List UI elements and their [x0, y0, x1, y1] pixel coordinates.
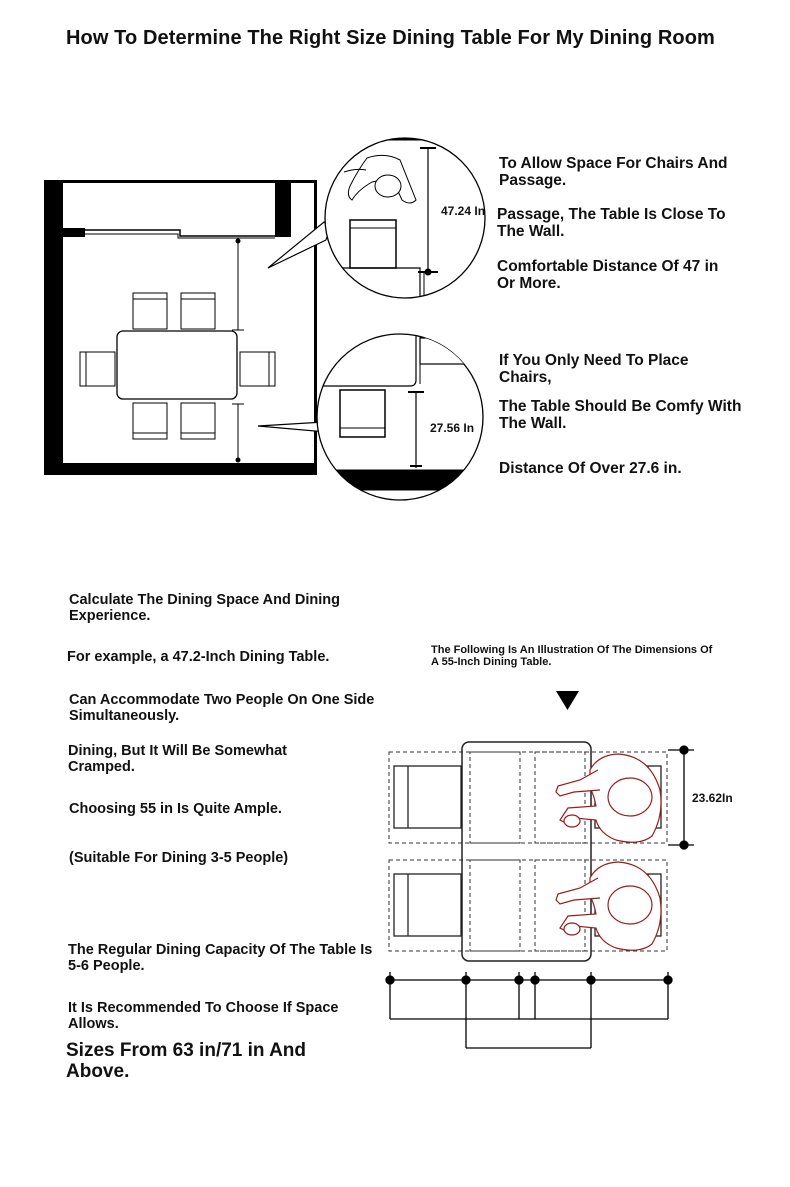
bottom-text-7: The Regular Dining Capacity Of The Table Is 5-6 People. — [68, 942, 373, 974]
upper-dimension-label: 47.24 In — [441, 204, 486, 218]
bottom-text-4: Dining, But It Will Be Somewhat Cramped. — [68, 743, 287, 775]
lower-note-1: If You Only Need To Place Chairs, — [499, 352, 689, 386]
upper-note-2: Passage, The Table Is Close To The Wall. — [497, 206, 726, 240]
bottom-text-5: Choosing 55 in Is Quite Ample. — [69, 801, 282, 817]
dining-table — [117, 331, 237, 399]
lower-dimension-label: 27.56 In — [430, 421, 475, 435]
lower-note-2: The Table Should Be Comfy With The Wall. — [499, 398, 742, 432]
upper-note-1: To Allow Space For Chairs And Passage. — [499, 155, 728, 189]
bottom-text-2: For example, a 47.2-Inch Dining Table. — [67, 649, 330, 665]
lower-note-3: Distance Of Over 27.6 in. — [499, 460, 682, 477]
down-arrow-icon — [556, 691, 579, 710]
bottom-text-8: It Is Recommended To Choose If Space Allows. — [68, 1000, 339, 1032]
bottom-text-1: Calculate The Dining Space And Dining Experience. — [69, 592, 340, 624]
table-dimension-illustration — [386, 742, 694, 1048]
page-title: How To Determine The Right Size Dining Table For My Dining Room — [66, 27, 715, 49]
upper-note-3: Comfortable Distance Of 47 in Or More. — [497, 258, 719, 292]
bottom-text-9: Sizes From 63 in/71 in And Above. — [66, 1040, 307, 1082]
bottom-text-3: Can Accommodate Two People On One Side Simultaneously. — [69, 692, 375, 724]
lower-zoom-circle — [310, 330, 500, 500]
illustration-caption: The Following Is An Illustration Of The Dimensions Of A 55-Inch Dining Table. — [431, 644, 713, 668]
width-dimension-label: 23.62In — [692, 791, 733, 805]
bottom-text-6: (Suitable For Dining 3-5 People) — [69, 850, 289, 866]
